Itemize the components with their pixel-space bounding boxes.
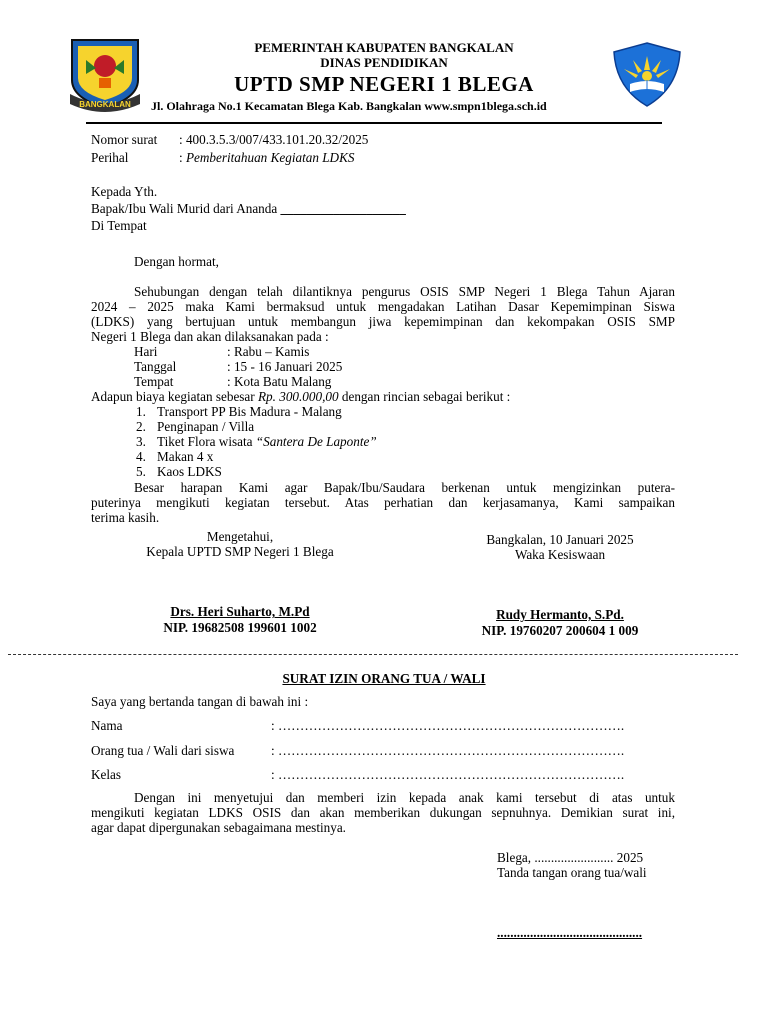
para1-line1: Sehubungan dengan telah dilantiknya pengurus OSIS SMP Negeri 1 Blega Tahun Ajaran <box>134 284 675 299</box>
header-department: DINAS PENDIDIKAN <box>320 55 448 70</box>
permit-field-nama-value: : ……………………………………………………………………. <box>271 718 625 733</box>
item-3-italic: “Santera De Laponte” <box>255 434 377 449</box>
cut-line <box>8 654 738 655</box>
perihal-text: Pemberitahuan Kegiatan LDKS <box>185 150 355 165</box>
schedule-tempat-value: : Kota Batu Malang <box>227 374 332 389</box>
recipient-line1: Kepada Yth. <box>91 184 158 199</box>
sign-left-name: Drs. Heri Suharto, M.Pd <box>170 604 310 619</box>
para1-line3: (LDKS) yang bertujuan untuk membangun jiwa kepemimpinan dan kekompakan OSIS SMP <box>91 314 675 329</box>
item-1-num: 1. <box>136 404 146 419</box>
ministry-logo <box>608 40 686 110</box>
item-4-text: Makan 4 x <box>157 449 214 464</box>
item-5-text: Kaos LDKS <box>157 464 222 479</box>
cost-amount: Rp. 300.000,00 <box>257 389 339 404</box>
letterhead-rule-thick <box>86 122 662 124</box>
permit-para-line2: mengikuti kegiatan LDKS OSIS dan akan memberikan dukungan sepnuhnya. Demikian surat ini, <box>91 805 675 820</box>
item-5-num: 5. <box>136 464 146 479</box>
nomor-label: Nomor surat <box>91 132 158 147</box>
permit-field-kelas-value: : ……………………………………………………………………. <box>271 767 625 782</box>
header-government: PEMERINTAH KABUPATEN BANGKALAN <box>254 40 514 55</box>
item-3-text: Tiket Flora wisata <box>157 434 256 449</box>
permit-sign-blank: ............................................ <box>497 925 643 940</box>
sign-right-title: Waka Kesiswaan <box>514 547 606 562</box>
sign-right-name: Rudy Hermanto, S.Pd. <box>496 607 624 622</box>
perihal-label: Perihal <box>91 150 129 165</box>
cost-pre: Adapun biaya kegiatan sebesar <box>91 389 258 404</box>
recipient-wali-text: Bapak/Ibu Wali Murid dari Ananda <box>91 201 278 216</box>
para1-line4: Negeri 1 Blega dan akan dilaksanakan pada : <box>91 329 329 344</box>
sign-right-nip: NIP. 19760207 200604 1 009 <box>481 623 639 638</box>
perihal-colon: : <box>179 150 186 165</box>
permit-title: SURAT IZIN ORANG TUA / WALI <box>282 671 486 686</box>
sign-left-mengetahui: Mengetahui, <box>206 529 274 544</box>
sign-right-date: Bangkalan, 10 Januari 2025 <box>486 532 634 547</box>
permit-intro: Saya yang bertanda tangan di bawah ini : <box>91 694 309 709</box>
item-2-text: Penginapan / Villa <box>157 419 255 434</box>
sign-left-title: Kepala UPTD SMP Negeri 1 Blega <box>146 544 334 559</box>
closing-line2: puterinya mengikuti kegiatan tersebut. Atas perhatian dan kerjasamanya, Kami sampaikan <box>91 495 675 510</box>
item-2-num: 2. <box>136 419 146 434</box>
item-1-text: Transport PP Bis Madura - Malang <box>157 404 342 419</box>
permit-field-nama-label: Nama <box>91 718 123 733</box>
cost-post: dengan rincian sebagai berikut : <box>338 389 511 404</box>
header-school-name: UPTD SMP NEGERI 1 BLEGA <box>234 72 534 96</box>
cost-line <box>91 389 510 404</box>
header-address: Jl. Olahraga No.1 Kecamatan Blega Kab. Bangkalan www.smpn1blega.sch.id <box>151 99 547 113</box>
schedule-hari-value: : Rabu – Kamis <box>227 344 310 359</box>
closing-line1: Besar harapan Kami agar Bapak/Ibu/Saudara berkenan untuk mengizinkan putera- <box>134 480 675 495</box>
permit-date-line: Blega, ........................ 2025 <box>497 850 644 865</box>
item-3-num: 3. <box>136 434 146 449</box>
permit-field-wali-label: Orang tua / Wali dari siswa <box>91 743 235 758</box>
para1-line2: 2024 – 2025 maka Kami bermaksud untuk mengadakan Latihan Dasar Kepemimpinan Siswa <box>91 299 675 314</box>
schedule-hari-label: Hari <box>134 344 158 359</box>
schedule-tanggal-value: : 15 - 16 Januari 2025 <box>227 359 343 374</box>
greeting: Dengan hormat, <box>134 254 219 269</box>
permit-field-kelas-label: Kelas <box>91 767 122 782</box>
permit-para-line1: Dengan ini menyetujui dan memberi izin kepada anak kami tersebut di atas untuk <box>134 790 675 805</box>
perihal-value <box>179 150 354 165</box>
regency-logo-text: BANGKALAN <box>79 100 131 109</box>
schedule-tanggal-label: Tanggal <box>134 359 177 374</box>
recipient-line2 <box>91 201 406 216</box>
permit-sign-label: Tanda tangan orang tua/wali <box>497 865 647 880</box>
permit-para-line3: agar dapat dipergunakan sebagaimana mestinya. <box>91 820 346 835</box>
item-3 <box>157 434 377 449</box>
nomor-value: : 400.3.5.3/007/433.101.20.32/2025 <box>179 132 369 147</box>
item-4-num: 4. <box>136 449 146 464</box>
schedule-tempat-label: Tempat <box>134 374 174 389</box>
permit-field-wali-value: : ……………………………………………………………………. <box>271 743 625 758</box>
closing-line3: terima kasih. <box>91 510 160 525</box>
sign-left-nip: NIP. 19682508 199601 1002 <box>163 620 317 635</box>
recipient-line3: Di Tempat <box>91 218 147 233</box>
recipient-name-blank: ___________________ <box>280 201 406 216</box>
